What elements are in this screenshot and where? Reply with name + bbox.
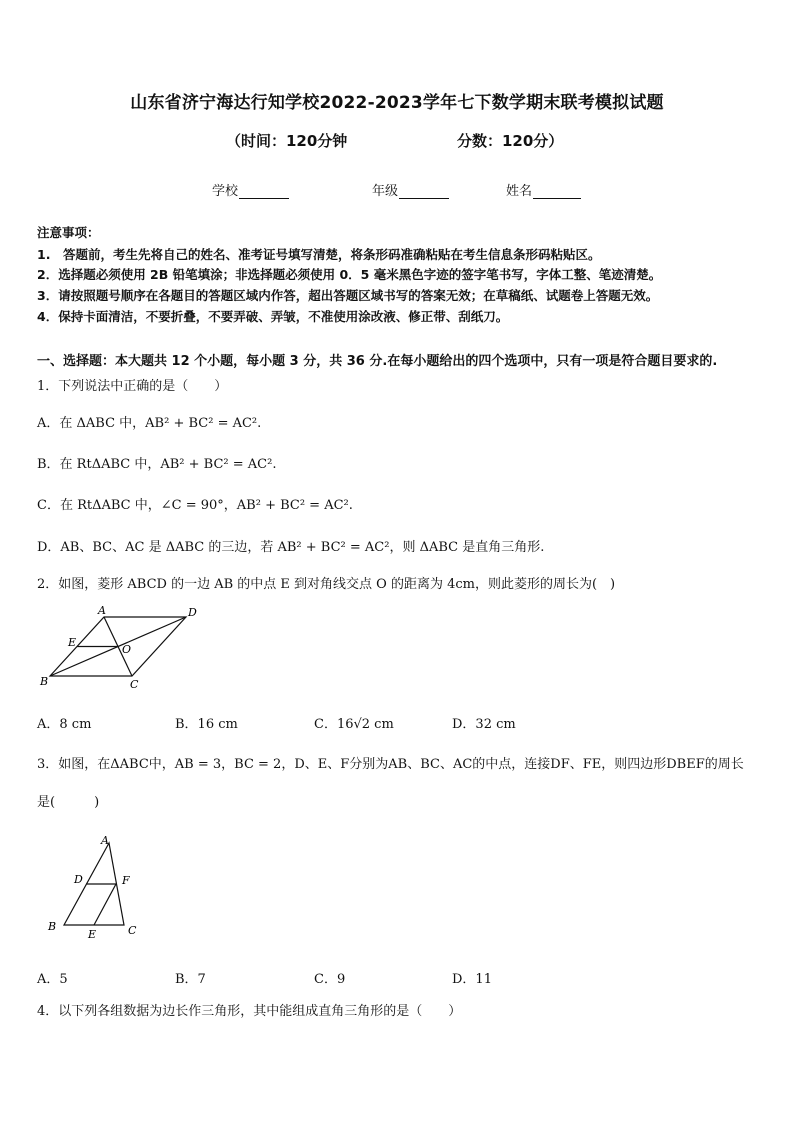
school-label: 学校 <box>212 184 239 199</box>
q3-option-d: D．11 <box>452 972 492 987</box>
q1-stem: 1．下列说法中正确的是（ ） <box>37 379 228 394</box>
notice-heading: 注意事项： <box>37 225 100 240</box>
q4-stem: 4．以下列各组数据为边长作三角形，其中能组成直角三角形的是（ ） <box>37 1004 462 1019</box>
school-field <box>212 180 289 199</box>
notice-item-1: 1. 答题前，考生先将自己的姓名、准考证号填写清楚，将条形码准确粘贴在考生信息条形码粘贴区。 <box>37 247 601 262</box>
q1-option-a: A．在 ΔABC 中，AB² + BC² = AC². <box>37 416 262 431</box>
q1-option-c: C．在 RtΔABC 中，∠C = 90°，AB² + BC² = AC². <box>37 498 353 513</box>
page-title: 山东省济宁海达行知学校2022-2023学年七下数学期末联考模拟试题 <box>130 93 664 113</box>
q2-stem: 2．如图，菱形 ABCD 的一边 AB 的中点 E 到对角线交点 O 的距离为 4cm，则此菱形的周长为( ) <box>37 577 616 592</box>
school-blank <box>239 185 289 199</box>
q3-stem: 3．如图，在ΔABC中，AB = 3，BC = 2，D、E、F分别为AB、BC、AC的中点，连接DF、FE，则四边形DBEF的周长 <box>37 757 744 772</box>
tri-label-f: F <box>122 874 130 887</box>
name-label: 姓名 <box>506 184 533 199</box>
tri-label-e: E <box>88 928 97 941</box>
name-field <box>506 180 581 199</box>
segment-fe <box>94 884 116 925</box>
q2-option-d: D．32 cm <box>452 717 516 732</box>
grade-blank <box>399 185 449 199</box>
label-d: D <box>188 606 197 619</box>
q1-option-d: D．AB、BC、AC 是 ΔABC 的三边，若 AB² + BC² = AC²，则 ΔABC 是直角三角形. <box>37 540 545 555</box>
q3-stem-cont: 是( ) <box>37 795 100 810</box>
grade-field <box>372 180 449 199</box>
label-o: O <box>122 643 132 656</box>
rhombus-figure <box>36 603 206 693</box>
label-b: B <box>40 675 49 688</box>
tri-label-c: C <box>128 924 137 937</box>
label-a: A <box>98 604 106 617</box>
q2-option-c: C．16√2 cm <box>314 717 394 732</box>
q3-option-b: B．7 <box>175 972 206 987</box>
q3-option-a: A．5 <box>37 972 68 987</box>
section-heading: 一、选择题：本大题共 12 个小题，每小题 3 分，共 36 分.在每小题给出的四个选项中，只有一项是符合题目要求的. <box>37 354 718 369</box>
name-blank <box>533 185 581 199</box>
triangle-figure <box>40 828 150 943</box>
notice-item-4: 4．保持卡面清洁，不要折叠，不要弄破、弄皱，不准使用涂改液、修正带、刮纸刀。 <box>37 309 509 324</box>
tri-label-d: D <box>74 873 83 886</box>
q2-option-b: B．16 cm <box>175 717 238 732</box>
notice-item-3: 3．请按照题号顺序在各题目的答题区域内作答，超出答题区域书写的答案无效；在草稿纸、试题卷上答题无效。 <box>37 288 659 303</box>
notice-item-2: 2．选择题必须使用 2B 铅笔填涂；非选择题必须使用 0．5 毫米黑色字迹的签字笔书写，字体工整、笔迹清楚。 <box>37 267 662 282</box>
exam-time: （时间：120分钟 <box>226 132 348 150</box>
grade-label: 年级 <box>372 184 399 199</box>
label-c: C <box>130 678 139 691</box>
label-e: E <box>68 636 77 649</box>
exam-score: 分数：120分） <box>457 132 564 150</box>
q2-option-a: A．8 cm <box>37 717 92 732</box>
q1-option-b: B．在 RtΔABC 中，AB² + BC² = AC². <box>37 457 277 472</box>
q3-option-c: C．9 <box>314 972 346 987</box>
tri-label-b: B <box>48 920 57 933</box>
tri-label-a: A <box>101 834 109 847</box>
